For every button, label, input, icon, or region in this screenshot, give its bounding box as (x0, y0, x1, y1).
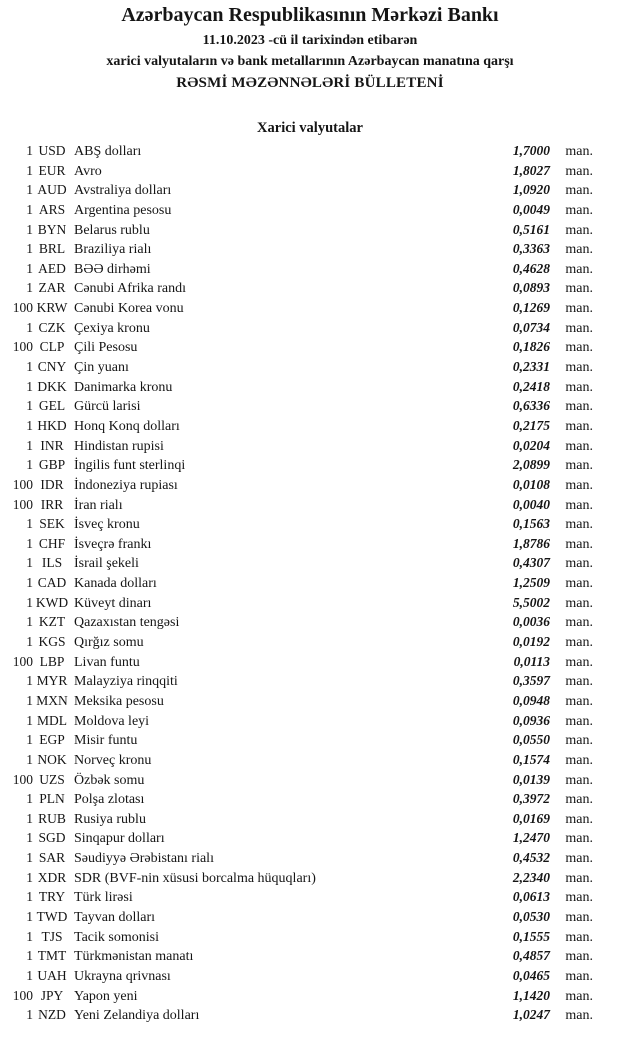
unit-label: man. (565, 497, 593, 513)
currency-name: Moldova leyi (74, 713, 150, 729)
currency-code: CNY (37, 359, 67, 375)
table-row (0, 475, 620, 495)
rate-value: 1,2470 (512, 830, 550, 846)
table-row (0, 573, 620, 593)
nominal-value: 1 (26, 732, 33, 748)
nominal-value: 1 (26, 908, 33, 924)
currency-name: Belarus rublu (74, 222, 150, 238)
nominal-value: 1 (26, 594, 33, 610)
currency-name: Yapon yeni (74, 988, 138, 1004)
rate-value: 0,0192 (512, 634, 550, 650)
unit-label: man. (565, 163, 593, 179)
currency-name: Polşa zlotası (74, 792, 145, 808)
unit-label: man. (565, 909, 593, 925)
currency-code: IDR (40, 476, 64, 492)
table-row (0, 396, 620, 416)
currency-name: Norveç kronu (74, 752, 152, 768)
table-row (0, 711, 620, 731)
unit-label: man. (565, 713, 593, 729)
table-row (0, 436, 620, 456)
table-row (0, 966, 620, 986)
unit-label: man. (565, 693, 593, 709)
currency-name: Honq Konq dolları (74, 418, 180, 434)
currency-name: Gürcü larisi (74, 399, 141, 415)
rate-value: 1,1420 (512, 987, 550, 1003)
currency-code: BRL (38, 241, 66, 257)
table-row (0, 495, 620, 515)
nominal-value: 1 (26, 967, 33, 983)
rate-value: 0,4857 (512, 948, 550, 964)
table-row (0, 141, 620, 161)
currency-code: AUD (37, 182, 67, 198)
currency-code: LBP (39, 653, 65, 669)
currency-code: HKD (37, 417, 67, 433)
unit-label: man. (565, 595, 593, 611)
rate-value: 1,7000 (512, 143, 550, 158)
nominal-value: 1 (26, 928, 33, 944)
rate-value: 2,0899 (512, 457, 550, 473)
currency-name: Türkmənistan manatı (74, 949, 194, 965)
currency-code: EUR (38, 162, 66, 178)
currency-code: ARS (38, 201, 66, 217)
currency-code: CAD (37, 575, 67, 591)
currency-code: SGD (38, 830, 66, 846)
currency-name: Danimarka kronu (74, 379, 173, 395)
rate-value: 1,8786 (512, 535, 550, 551)
nominal-value: 100 (12, 653, 33, 669)
rate-value: 0,0734 (512, 319, 550, 335)
currency-code: KZT (38, 614, 66, 630)
unit-label: man. (565, 261, 593, 277)
rate-value: 0,0613 (512, 889, 550, 905)
currency-code: UZS (39, 771, 65, 787)
currency-code: CLP (39, 339, 65, 355)
rate-value: 0,1574 (512, 751, 550, 767)
table-row (0, 632, 620, 652)
unit-label: man. (565, 949, 593, 965)
date-line: 11.10.2023 -cü il tarixindən etibarən (202, 33, 418, 48)
currency-name: Cənubi Afrika randı (74, 281, 186, 297)
currency-code: BYN (37, 221, 67, 237)
table-row (0, 416, 620, 436)
rate-value: 0,3597 (512, 673, 550, 689)
currency-name: Yeni Zelandiya dolları (74, 1008, 200, 1024)
nominal-value: 1 (26, 850, 33, 866)
rate-value: 0,4307 (512, 555, 550, 571)
currency-code: TRY (38, 889, 66, 905)
table-row (0, 848, 620, 868)
currency-name: ABŞ dolları (74, 144, 142, 159)
table-row (0, 278, 620, 298)
unit-label: man. (565, 301, 593, 317)
table-row (0, 318, 620, 338)
nominal-value: 1 (26, 1007, 33, 1023)
nominal-value: 100 (12, 339, 33, 355)
currency-code: MXN (36, 692, 68, 708)
currency-code: KWD (35, 594, 69, 610)
currency-code: IRR (40, 496, 64, 512)
table-row (0, 828, 620, 848)
unit-label: man. (565, 968, 593, 984)
currency-name: Braziliya rialı (74, 242, 152, 258)
currency-name: Sinqapur dolları (74, 831, 165, 847)
nominal-value: 1 (26, 162, 33, 178)
rate-value: 0,4532 (512, 850, 550, 866)
nominal-value: 1 (26, 810, 33, 826)
nominal-value: 1 (26, 614, 33, 630)
rates-table (0, 141, 620, 1025)
table-row (0, 671, 620, 691)
currency-name: Avstraliya dolları (74, 183, 172, 199)
unit-label: man. (565, 733, 593, 749)
currency-code: INR (40, 437, 64, 453)
currency-name: Rusiya rublu (74, 811, 146, 827)
nominal-value: 1 (26, 241, 33, 257)
unit-label: man. (565, 615, 593, 631)
currency-name: Meksika pesosu (74, 693, 164, 709)
rate-value: 0,0550 (512, 732, 550, 748)
currency-code: USD (38, 143, 66, 158)
table-row (0, 534, 620, 554)
currency-code: XDR (37, 869, 67, 885)
table-row (0, 220, 620, 240)
unit-label: man. (565, 222, 593, 238)
currency-name: Küveyt dinarı (74, 595, 152, 611)
rate-value: 0,5161 (512, 221, 550, 237)
unit-label: man. (565, 988, 593, 1004)
currency-name: İran rialı (74, 497, 123, 513)
nominal-value: 1 (26, 359, 33, 375)
rate-value: 0,0465 (512, 967, 550, 983)
rate-value: 1,2509 (512, 575, 550, 591)
nominal-value: 1 (26, 260, 33, 276)
nominal-value: 1 (26, 535, 33, 551)
unit-label: man. (565, 929, 593, 945)
nominal-value: 100 (12, 476, 33, 492)
table-row (0, 200, 620, 220)
unit-label: man. (565, 360, 593, 376)
rate-value: 0,1269 (512, 300, 550, 316)
nominal-value: 1 (26, 398, 33, 414)
currency-name: Cənubi Korea vonu (74, 301, 184, 317)
unit-label: man. (565, 477, 593, 493)
rate-value: 0,0040 (512, 496, 550, 512)
rate-value: 0,0204 (512, 437, 550, 453)
unit-label: man. (565, 674, 593, 690)
nominal-value: 1 (26, 869, 33, 885)
table-row (0, 868, 620, 888)
unit-label: man. (565, 281, 593, 297)
currency-code: CZK (38, 319, 66, 335)
rate-value: 1,0247 (512, 1007, 550, 1023)
rate-value: 0,0530 (512, 908, 550, 924)
rate-value: 0,0139 (512, 771, 550, 787)
currency-name: Kanada dolları (74, 576, 157, 592)
unit-label: man. (565, 418, 593, 434)
rate-value: 0,2175 (512, 417, 550, 433)
unit-label: man. (565, 242, 593, 258)
unit-label: man. (565, 870, 593, 886)
unit-label: man. (565, 1008, 593, 1024)
nominal-value: 1 (26, 143, 33, 158)
unit-label: man. (565, 536, 593, 552)
currency-name: İngilis funt sterlinqi (74, 458, 186, 474)
table-row (0, 750, 620, 770)
nominal-value: 1 (26, 378, 33, 394)
nominal-value: 1 (26, 201, 33, 217)
currency-code: GEL (38, 398, 66, 414)
currency-name: Çin yuanı (74, 360, 129, 376)
nominal-value: 1 (26, 712, 33, 728)
rate-value: 0,2418 (512, 378, 550, 394)
table-row (0, 161, 620, 181)
nominal-value: 1 (26, 182, 33, 198)
table-row (0, 239, 620, 259)
currency-code: EGP (39, 732, 65, 748)
nominal-value: 1 (26, 221, 33, 237)
table-row (0, 986, 620, 1006)
currency-code: SEK (39, 516, 65, 532)
page-title: Azərbaycan Respublikasının Mərkəzi Bankı (121, 4, 499, 26)
currency-name: Malayziya rinqqiti (74, 674, 178, 690)
nominal-value: 1 (26, 516, 33, 532)
rate-value: 0,3972 (512, 791, 550, 807)
table-row (0, 887, 620, 907)
table-row (0, 809, 620, 829)
unit-label: man. (565, 576, 593, 592)
table-row (0, 612, 620, 632)
currency-code: TJS (41, 928, 63, 944)
rate-value: 0,1563 (512, 516, 550, 532)
unit-label: man. (565, 811, 593, 827)
rate-value: 0,0113 (513, 653, 550, 669)
unit-label: man. (565, 183, 593, 199)
currency-name: İsrail şekeli (74, 556, 139, 572)
rate-value: 0,1826 (512, 339, 550, 355)
table-row (0, 652, 620, 672)
nominal-value: 1 (26, 889, 33, 905)
unit-label: man. (565, 379, 593, 395)
nominal-value: 100 (12, 987, 33, 1003)
rate-value: 0,0169 (512, 810, 550, 826)
rate-value: 0,0108 (512, 476, 550, 492)
currency-name: Özbək somu (74, 772, 145, 788)
currency-code: RUB (38, 810, 66, 826)
subtitle-line: xarici valyutaların və bank metallarının Azərbaycan manatına qarşı (106, 54, 514, 69)
unit-label: man. (565, 320, 593, 336)
unit-label: man. (565, 399, 593, 415)
currency-name: Avro (74, 163, 102, 179)
nominal-value: 1 (26, 280, 33, 296)
table-row (0, 357, 620, 377)
nominal-value: 1 (26, 319, 33, 335)
currency-name: Tayvan dolları (74, 909, 156, 925)
currency-code: MDL (37, 712, 67, 728)
currency-code: TWD (36, 908, 68, 924)
currency-name: Misir funtu (74, 733, 138, 749)
currency-name: İsveç kronu (74, 517, 140, 533)
nominal-value: 1 (26, 437, 33, 453)
nominal-value: 1 (26, 751, 33, 767)
bulletin-title: RƏSMİ MƏZƏNNƏLƏRİ BÜLLETENİ (176, 75, 444, 91)
table-row (0, 553, 620, 573)
currency-code: JPY (40, 987, 64, 1003)
unit-label: man. (565, 144, 593, 159)
table-row (0, 907, 620, 927)
currency-code: NOK (37, 751, 67, 767)
rate-value: 0,6336 (512, 398, 550, 414)
unit-label: man. (565, 438, 593, 454)
currency-name: Qazaxıstan tengəsi (74, 615, 180, 631)
table-row (0, 946, 620, 966)
table-row (0, 593, 620, 613)
currency-name: BƏƏ dirhəmi (74, 261, 151, 277)
currency-code: UAH (37, 967, 67, 983)
nominal-value: 1 (26, 948, 33, 964)
rate-value: 2,2340 (512, 869, 550, 885)
unit-label: man. (565, 654, 593, 670)
unit-label: man. (565, 752, 593, 768)
nominal-value: 100 (12, 300, 33, 316)
table-row (0, 730, 620, 750)
currency-code: KRW (36, 300, 68, 316)
table-row (0, 180, 620, 200)
currency-name: Çili Pesosu (74, 340, 138, 356)
unit-label: man. (565, 340, 593, 356)
unit-label: man. (565, 517, 593, 533)
nominal-value: 100 (12, 771, 33, 787)
currency-code: KGS (38, 634, 66, 650)
nominal-value: 1 (26, 830, 33, 846)
nominal-value: 1 (26, 417, 33, 433)
currency-name: Qırğız somu (74, 635, 144, 651)
rate-value: 0,0893 (512, 280, 550, 296)
unit-label: man. (565, 202, 593, 218)
currency-code: ILS (41, 555, 63, 571)
rate-value: 5,5002 (512, 594, 550, 610)
currency-code: CHF (38, 535, 66, 551)
currency-name: SDR (BVF-nin xüsusi borcalma hüquqları) (74, 870, 316, 886)
nominal-value: 1 (26, 673, 33, 689)
section-heading: Xarici valyutalar (257, 120, 363, 136)
nominal-value: 1 (26, 791, 33, 807)
table-row (0, 1005, 620, 1025)
rate-value: 0,0936 (512, 712, 550, 728)
rate-value: 0,0948 (512, 692, 550, 708)
nominal-value: 1 (26, 634, 33, 650)
currency-code: PLN (39, 791, 65, 807)
currency-code: ZAR (38, 280, 66, 296)
currency-name: Livan funtu (74, 654, 140, 670)
rate-value: 0,4628 (512, 260, 550, 276)
unit-label: man. (565, 556, 593, 572)
nominal-value: 1 (26, 457, 33, 473)
unit-label: man. (565, 635, 593, 651)
table-row (0, 377, 620, 397)
currency-name: Ukrayna qrivnası (74, 968, 171, 984)
rate-value: 1,8027 (512, 162, 550, 178)
unit-label: man. (565, 851, 593, 867)
currency-name: İsveçrə frankı (74, 536, 152, 552)
currency-code: TMT (37, 948, 67, 964)
currency-name: Argentina pesosu (74, 202, 172, 218)
currency-code: GBP (38, 457, 66, 473)
nominal-value: 1 (26, 575, 33, 591)
currency-name: Səudiyyə Ərəbistanı rialı (74, 851, 214, 867)
unit-label: man. (565, 890, 593, 906)
unit-label: man. (565, 458, 593, 474)
unit-label: man. (565, 792, 593, 808)
currency-name: İndoneziya rupiası (74, 477, 178, 493)
rate-value: 0,1555 (512, 928, 550, 944)
nominal-value: 100 (12, 496, 33, 512)
table-row (0, 789, 620, 809)
table-row (0, 337, 620, 357)
table-row (0, 298, 620, 318)
unit-label: man. (565, 772, 593, 788)
rate-value: 0,0049 (512, 201, 550, 217)
currency-code: MYR (36, 673, 68, 689)
table-row (0, 455, 620, 475)
nominal-value: 1 (26, 692, 33, 708)
currency-name: Çexiya kronu (74, 320, 150, 336)
table-row (0, 514, 620, 534)
currency-name: Tacik somonisi (74, 929, 159, 945)
currency-name: Hindistan rupisi (74, 438, 164, 454)
rate-value: 0,0036 (512, 614, 550, 630)
currency-code: NZD (38, 1007, 66, 1023)
currency-name: Türk lirəsi (74, 890, 133, 906)
nominal-value: 1 (26, 555, 33, 571)
currency-code: AED (38, 260, 66, 276)
unit-label: man. (565, 831, 593, 847)
currency-code: SAR (38, 850, 66, 866)
table-row (0, 259, 620, 279)
currency-code: DKK (37, 378, 67, 394)
table-row (0, 691, 620, 711)
rate-value: 0,2331 (512, 359, 550, 375)
rate-value: 1,0920 (512, 182, 550, 198)
table-row (0, 927, 620, 947)
table-row (0, 770, 620, 790)
rate-value: 0,3363 (512, 241, 550, 257)
